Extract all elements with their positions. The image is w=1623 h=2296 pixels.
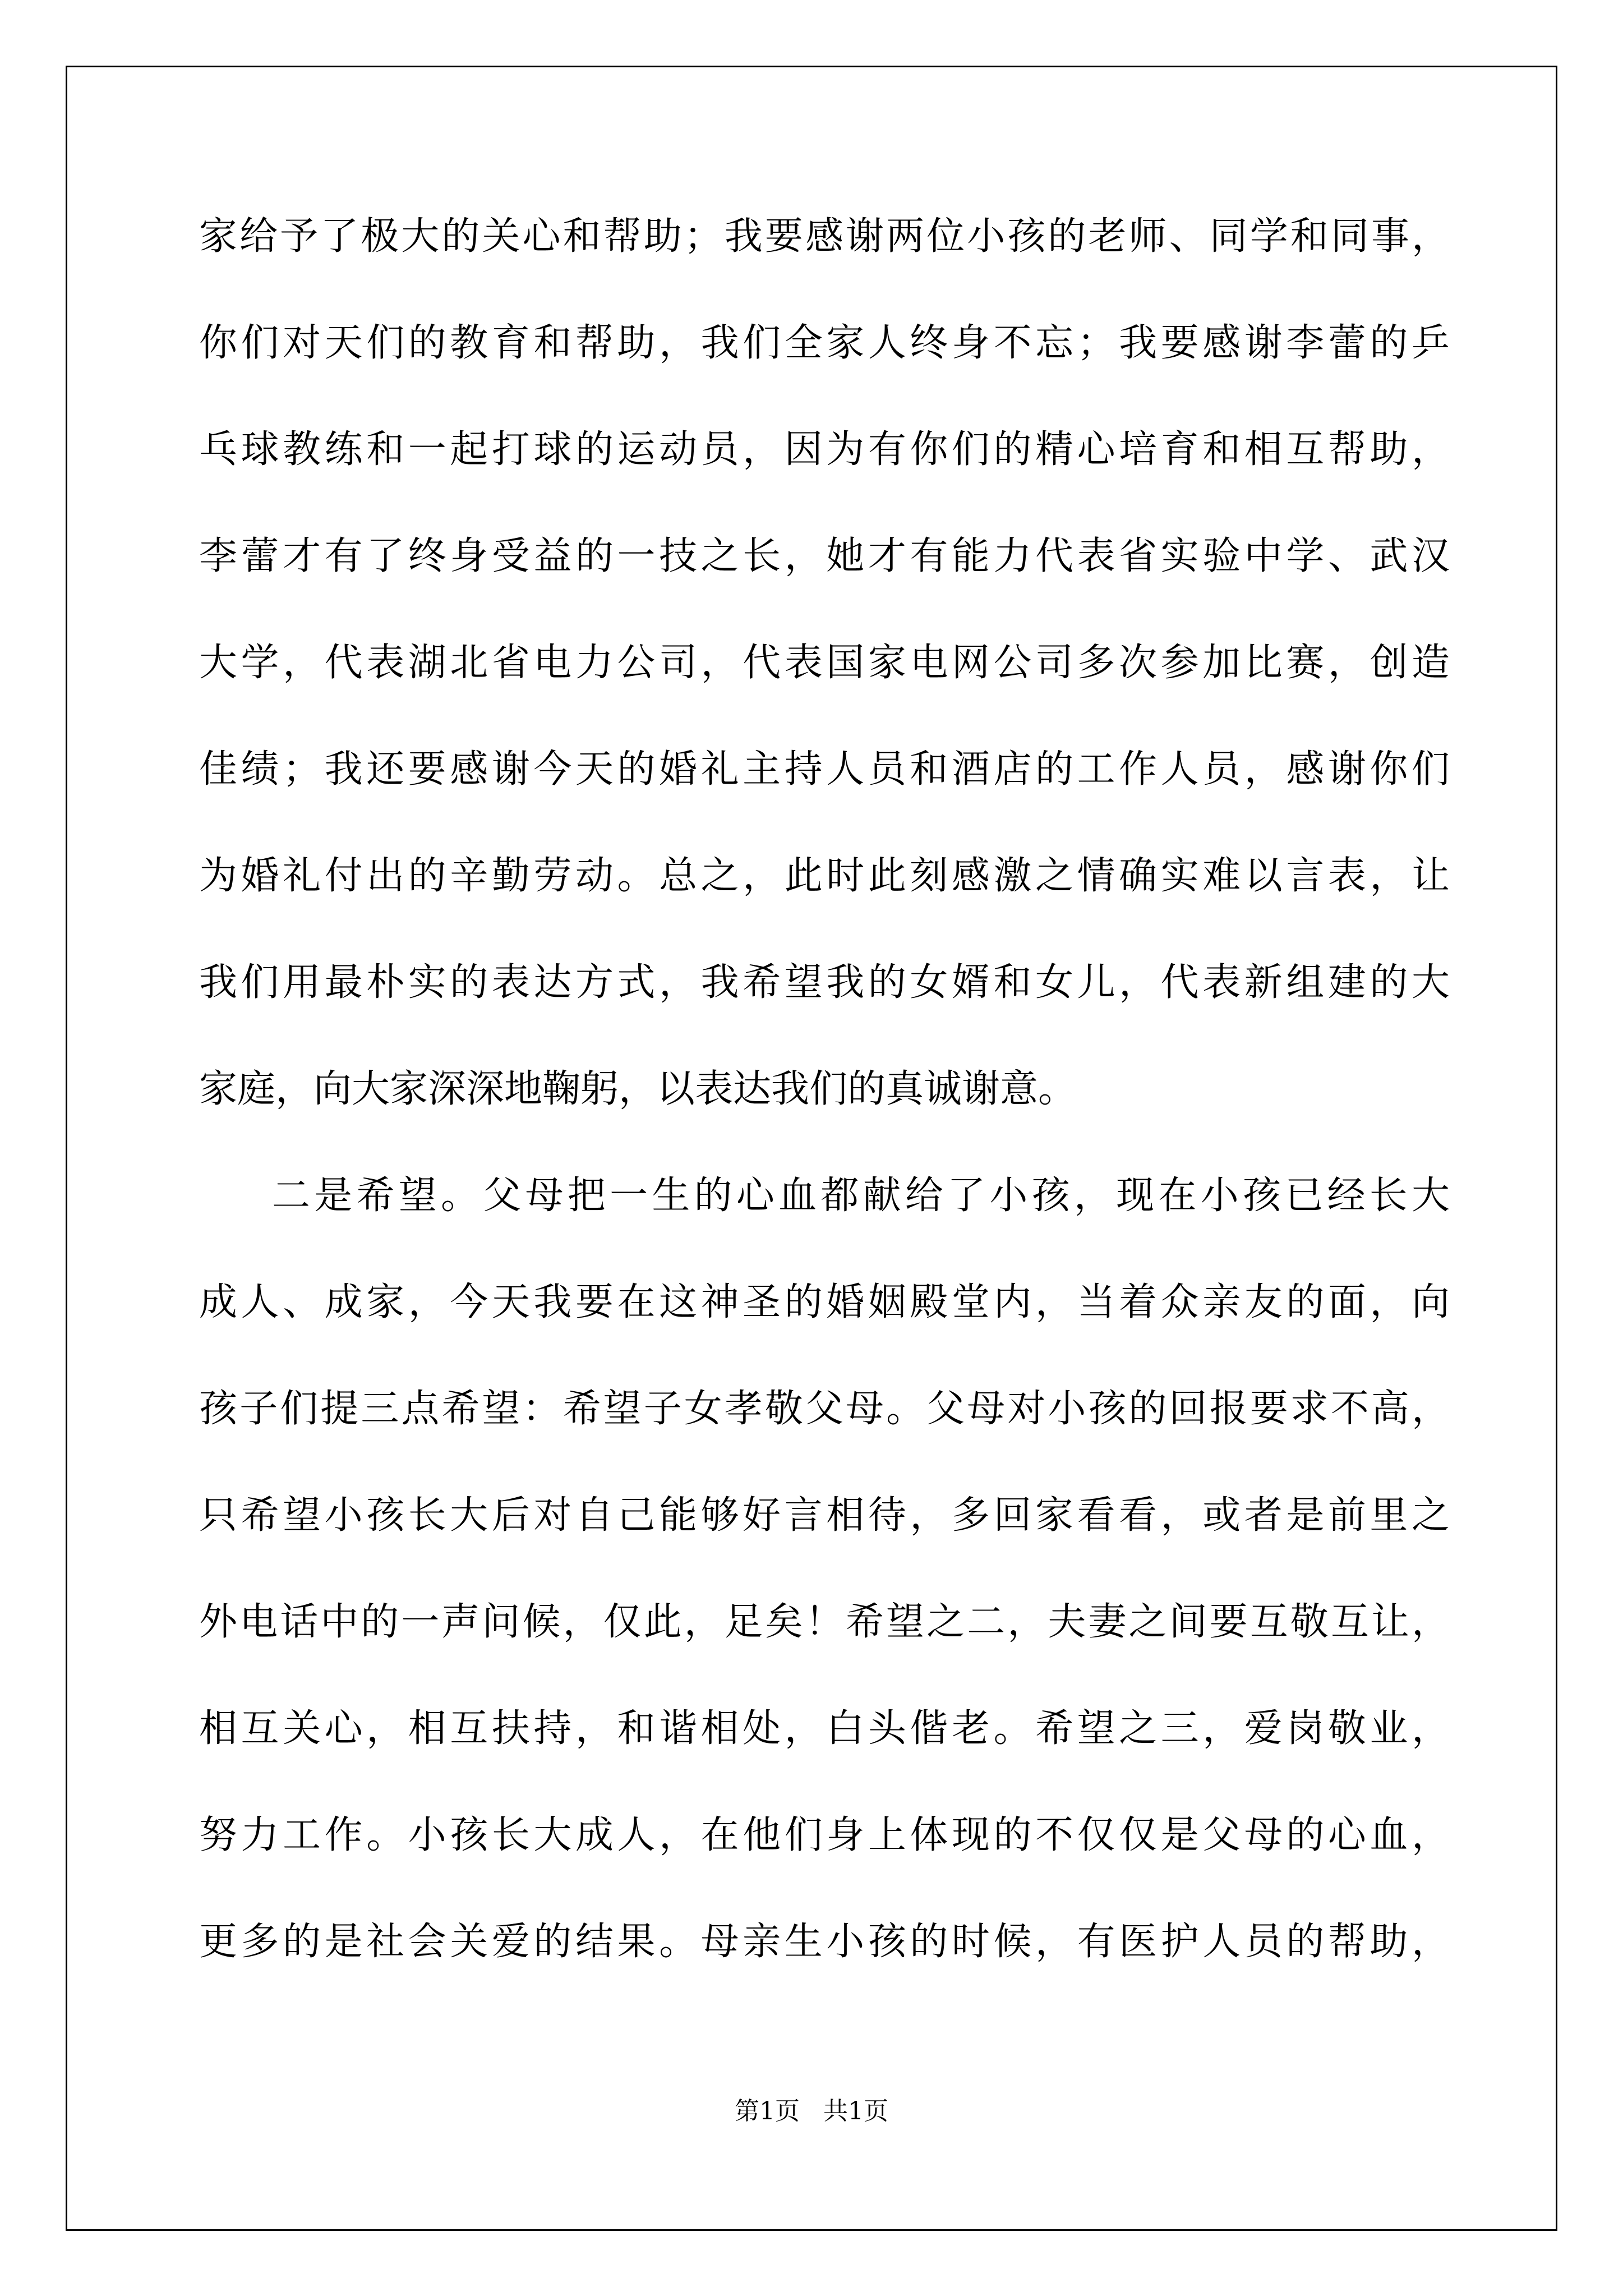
text-line: 外电话中的一声问候，仅此，足矣！希望之二，夫妻之间要互敬互让， <box>199 1600 1450 1644</box>
document-body <box>199 209 1450 2021</box>
paragraph-end-line: 家庭，向大家深深地鞠躬，以表达我们的真诚谢意。 <box>199 1067 1077 1111</box>
text-line: 家给予了极大的关心和帮助；我要感谢两位小孩的老师、同学和同事， <box>199 214 1450 259</box>
text-line: 努力工作。小孩长大成人，在他们身上体现的不仅仅是父母的心血， <box>199 1813 1450 1857</box>
text-line: 大学，代表湖北省电力公司，代表国家电网公司多次参加比赛，创造 <box>199 641 1450 685</box>
text-line: 更多的是社会关爱的结果。母亲生小孩的时候，有医护人员的帮助， <box>199 1920 1450 1964</box>
text-line: 我们用最朴实的表达方式，我希望我的女婿和女儿，代表新组建的大 <box>199 960 1450 1005</box>
text-line: 佳绩；我还要感谢今天的婚礼主持人员和酒店的工作人员，感谢你们 <box>199 747 1450 792</box>
text-line: 你们对天们的教育和帮助，我们全家人终身不忘；我要感谢李蕾的乒 <box>199 321 1450 365</box>
text-line: 李蕾才有了终身受益的一技之长，她才有能力代表省实验中学、武汉 <box>199 534 1450 578</box>
text-line: 为婚礼付出的辛勤劳动。总之，此时此刻感激之情确实难以言表，让 <box>199 854 1450 898</box>
text-line: 成人、成家，今天我要在这神圣的婚姻殿堂内，当着众亲友的面，向 <box>199 1280 1450 1324</box>
text-line: 乓球教练和一起打球的运动员，因为有你们的精心培育和相互帮助， <box>199 427 1450 472</box>
text-line: 孩子们提三点希望：希望子女孝敬父母。父母对小孩的回报要求不高， <box>199 1387 1450 1431</box>
paragraph-start-line: 二是希望。父母把一生的心血都献给了小孩，现在小孩已经长大 <box>272 1174 1450 1218</box>
text-line: 相互关心，相互扶持，和谐相处，白头偕老。希望之三，爱岗敬业， <box>199 1706 1450 1751</box>
text-line: 只希望小孩长大后对自己能够好言相待，多回家看看，或者是前里之 <box>199 1493 1450 1538</box>
page-number-footer: 第1页 共1页 <box>735 2097 888 2125</box>
